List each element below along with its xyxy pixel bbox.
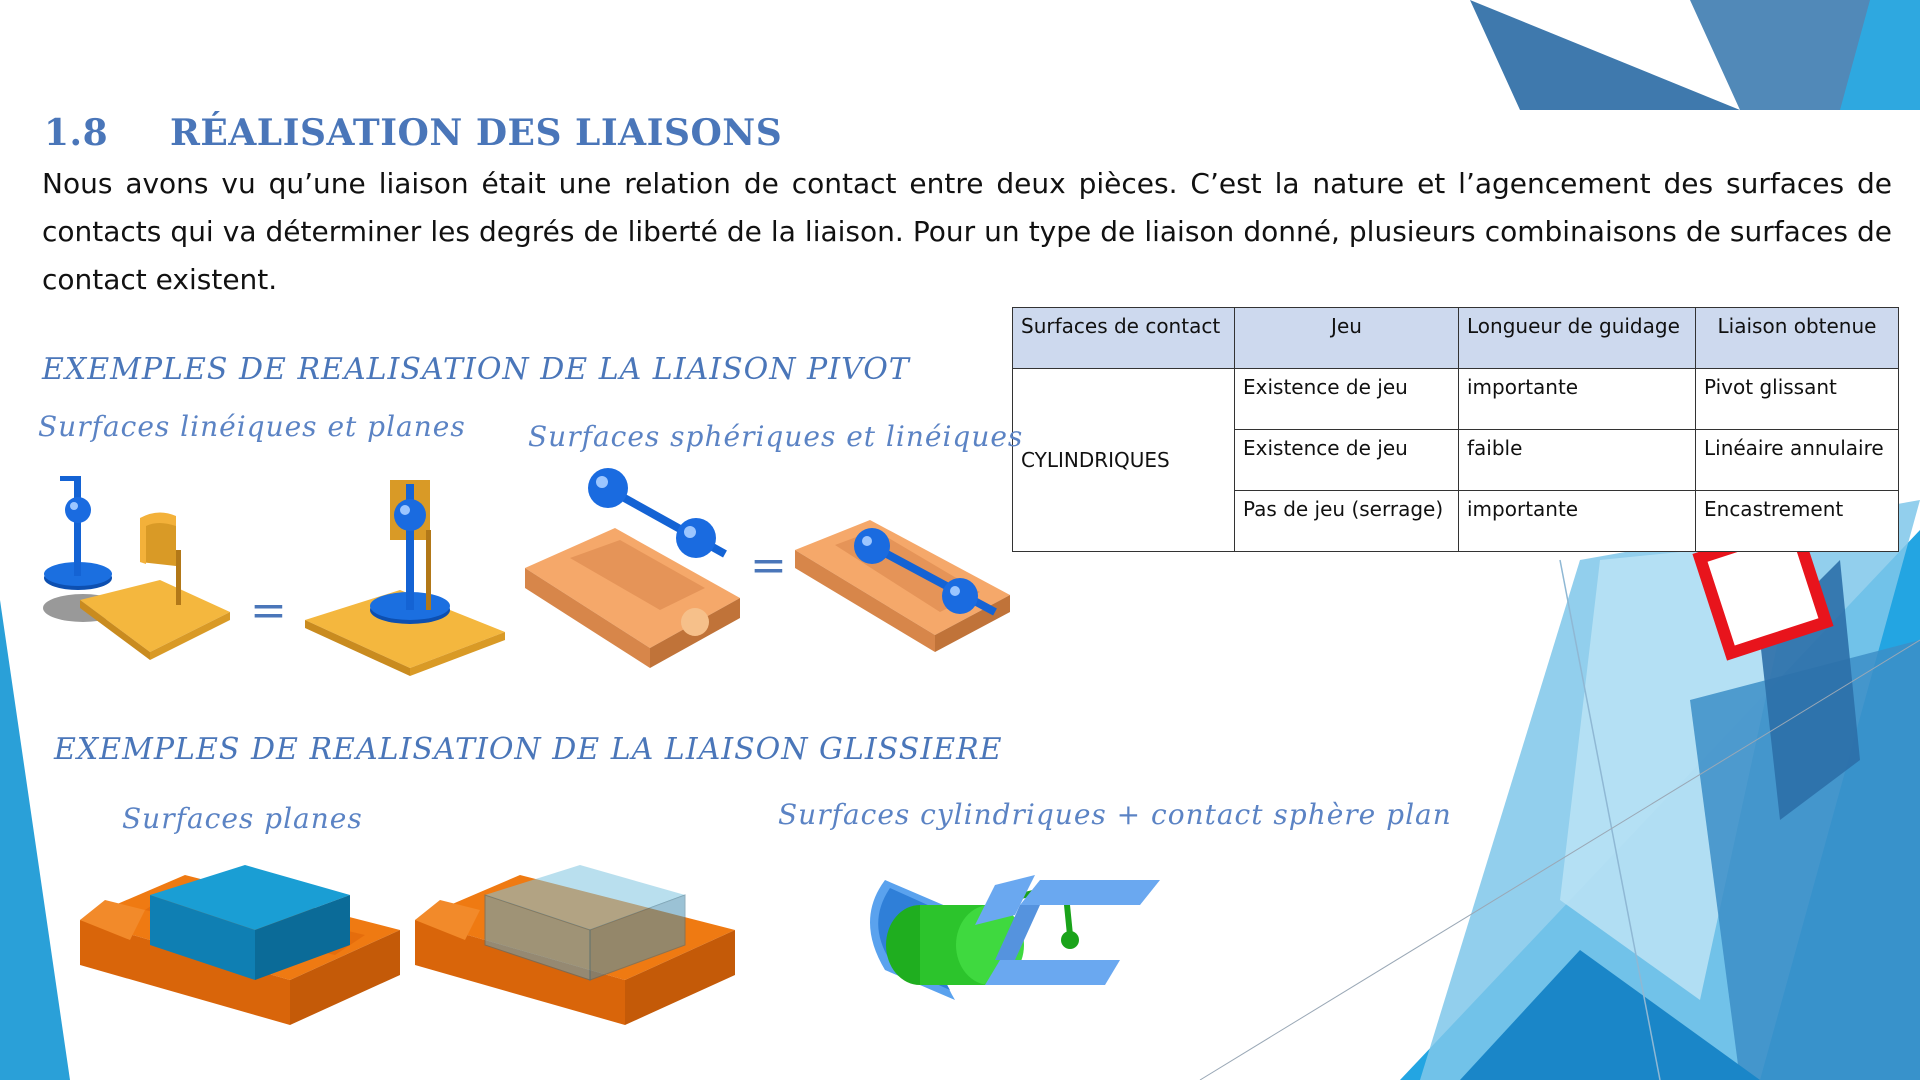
table-header: Surfaces de contact [1013, 308, 1235, 369]
title-text: RÉALISATION DES LIAISONS [170, 112, 783, 154]
table-cell: Existence de jeu [1235, 369, 1459, 430]
table-header: Jeu [1235, 308, 1459, 369]
table-cell: Existence de jeu [1235, 430, 1459, 491]
pivot-sphere-block-figure [520, 468, 750, 678]
equals-sign-2: = [750, 540, 788, 591]
section-number: 1.8 [44, 112, 109, 154]
table-cell: Encastrement [1696, 491, 1899, 552]
glissiere-planes-transparent-figure [410, 840, 740, 1030]
intro-paragraph: Nous avons vu qu’une liaison était une relation de contact entre deux pièces. C’est la nature et l’agencement des surfaces de contacts qui va déterminer les degrés de liberté de la liaison. Pour un type de liaison donné, plusieurs combinaisons de surfaces de contact existent. [42, 167, 1892, 296]
table-cell: importante [1459, 491, 1696, 552]
glissiere-planes-figure [75, 840, 405, 1030]
table-row [1013, 369, 1899, 430]
table-cell: importante [1459, 369, 1696, 430]
pivot-sphere-assembled-figure [790, 500, 1020, 660]
pivot-subheading-2: Surfaces sphériques et linéiques [528, 420, 1024, 453]
liaison-table [1012, 307, 1899, 552]
page-title [44, 112, 782, 154]
table-cell: Linéaire annulaire [1696, 430, 1899, 491]
table-cell: Pas de jeu (serrage) [1235, 491, 1459, 552]
pivot-assembled-figure [300, 470, 510, 680]
glissiere-subheading-1: Surfaces planes [122, 802, 363, 835]
table-header: Longueur de guidage [1459, 308, 1696, 369]
pivot-subheading-1: Surfaces linéiques et planes [38, 410, 466, 443]
equals-sign: = [250, 585, 288, 636]
glissiere-cylinder-sphere-figure [855, 840, 1175, 1015]
table-header: Liaison obtenue [1696, 308, 1899, 369]
table-header-row [1013, 308, 1899, 369]
table-cell: faible [1459, 430, 1696, 491]
table-cell-group: CYLINDRIQUES [1013, 369, 1235, 552]
pivot-heading: EXEMPLES DE REALISATION DE LA LIAISON PIVOT [42, 352, 910, 387]
table-cell: Pivot glissant [1696, 369, 1899, 430]
glissiere-heading: EXEMPLES DE REALISATION DE LA LIAISON GLISSIERE [54, 732, 1003, 767]
glissiere-subheading-2: Surfaces cylindriques + contact sphère plan [778, 798, 1452, 831]
pivot-bracket-plate-figure [80, 500, 240, 680]
